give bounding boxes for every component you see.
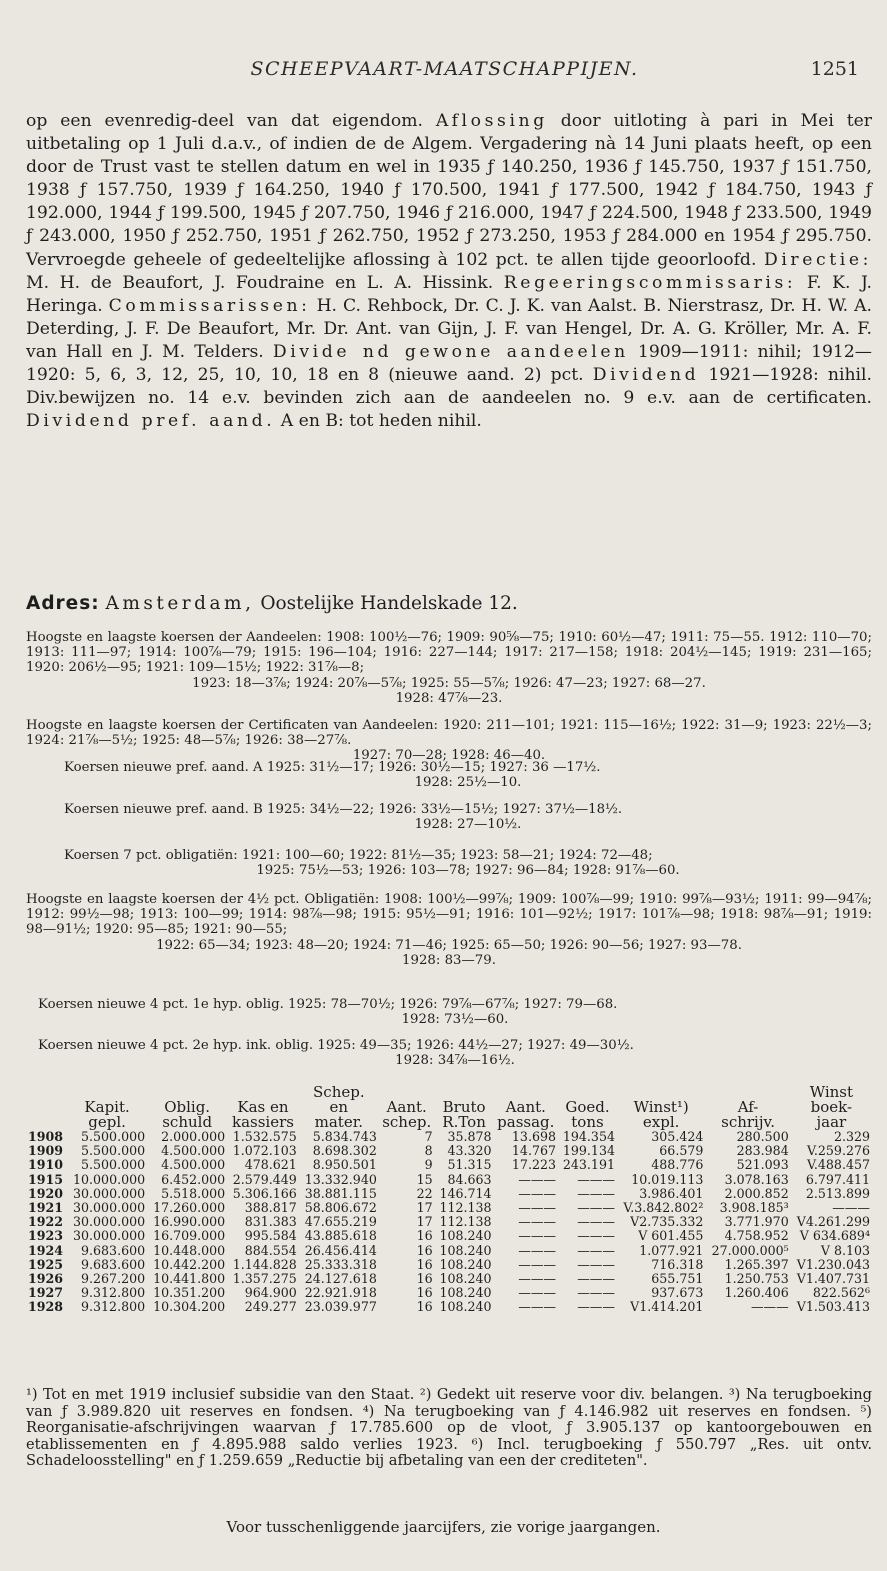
address-city: Amsterdam, bbox=[105, 593, 255, 614]
column-header bbox=[26, 1085, 67, 1100]
table-cell: 30.000.000 bbox=[73, 1185, 146, 1201]
address-street: Oostelijke Handelskade 12. bbox=[260, 593, 518, 614]
table-cell: 388.817 bbox=[244, 1200, 297, 1216]
footer-note: Voor tusschenliggende jaarcijfers, zie vorige jaargangen. bbox=[226, 1518, 661, 1536]
table-cell: 108.240 bbox=[439, 1299, 492, 1315]
table-cell: ——— bbox=[750, 1299, 789, 1315]
table-cell: ——— bbox=[577, 1171, 615, 1187]
table-cell: 3.908.185³ bbox=[719, 1200, 789, 1216]
table-cell: 5.834.743 bbox=[312, 1129, 377, 1144]
koersen-center-2: 1928: 47⅞—23. bbox=[395, 690, 503, 706]
row-year: 1926 bbox=[28, 1271, 64, 1287]
table-row bbox=[26, 1187, 872, 1201]
row-year: 1924 bbox=[28, 1242, 64, 1258]
table-cell: 937.673 bbox=[651, 1285, 704, 1301]
table-cell: 4.500.000 bbox=[161, 1143, 226, 1159]
table-cell: 146.714 bbox=[439, 1185, 492, 1201]
table-cell: ——— bbox=[518, 1214, 556, 1230]
directie-label: Directie: bbox=[763, 249, 872, 270]
table-cell: 30.000.000 bbox=[73, 1228, 146, 1244]
table-cell: 280.500 bbox=[736, 1129, 789, 1144]
page-number: 1251 bbox=[810, 58, 859, 80]
table-cell: 478.621 bbox=[244, 1157, 297, 1173]
financial-table bbox=[26, 1085, 872, 1315]
address-line bbox=[26, 592, 872, 616]
table-cell: ——— bbox=[577, 1242, 615, 1258]
table-cell: ——— bbox=[518, 1285, 556, 1301]
table-cell: 38.881.115 bbox=[304, 1185, 377, 1201]
table-cell: 108.240 bbox=[439, 1285, 492, 1301]
table-cell: 10.351.200 bbox=[153, 1285, 226, 1301]
table-cell: 25.333.318 bbox=[304, 1256, 377, 1272]
table-cell: ——— bbox=[577, 1185, 615, 1201]
table-row bbox=[26, 1300, 872, 1314]
column-header: Bruto bbox=[442, 1098, 486, 1116]
column-header: schuld bbox=[162, 1113, 213, 1131]
table-cell: 16 bbox=[416, 1242, 433, 1258]
table-cell: 964.900 bbox=[244, 1285, 297, 1301]
table-cell: 249.277 bbox=[244, 1299, 297, 1315]
table-cell: V1.407.731 bbox=[796, 1271, 870, 1287]
table-cell: ——— bbox=[518, 1256, 556, 1272]
table-cell: V 601.455 bbox=[638, 1228, 704, 1244]
table-cell: V 634.689⁴ bbox=[799, 1228, 870, 1244]
column-header: Af- bbox=[737, 1098, 759, 1116]
koersen-text: Koersen nieuwe 4 pct. 2e hyp. ink. oblig. 1925: 49—35; 1926: 44½—27; 1927: 49—30½. bbox=[38, 1038, 634, 1053]
koersen-center-2: 1928: 83—79. bbox=[402, 952, 496, 968]
table-cell: 108.240 bbox=[439, 1256, 492, 1272]
table-row bbox=[26, 1215, 872, 1229]
table-cell: 15 bbox=[416, 1171, 433, 1187]
row-year: 1921 bbox=[28, 1200, 64, 1216]
koersen-text: Hoogste en laagste koersen der 4½ pct. Obligatiën: 1908: 100½—99⅞; 1909: 100⅞—99; 1910: 99⅞—93½; 1911: 99—94⅞; 1912: 99½—98; 1913: 100—99; 1914: 98⅞—98; 1915: 95½—91; 1916: 101—92½; 1917: 101⅞—98; 1918: 98⅞—91; 1919: 98—91½; 1920: 95—85; 1921: 90—55; bbox=[26, 892, 872, 938]
table-cell: 1.357.275 bbox=[232, 1271, 297, 1287]
table-cell: 23.039.977 bbox=[304, 1299, 377, 1315]
koersen-7pct-obligaties bbox=[26, 848, 872, 878]
table-cell: 8.698.302 bbox=[312, 1143, 377, 1159]
table-cell: 5.500.000 bbox=[81, 1129, 146, 1144]
column-header bbox=[26, 1100, 67, 1115]
column-header: Aant. bbox=[505, 1098, 546, 1116]
table-cell: 5.500.000 bbox=[81, 1157, 146, 1173]
dividend-pref-label: Dividend pref. aand. bbox=[26, 411, 276, 432]
table-row bbox=[26, 1130, 872, 1144]
koersen-center: 1927: 70—28; 1928: 46—40. bbox=[352, 748, 546, 764]
koersen-text: Hoogste en laagste koersen der Certificaten van Aandeelen: 1920: 211—101; 1921: 115—16½; 1922: 31—9; 1923: 22½—3; 1924: 21⅞—5½; 1925: 48—5⅞; 1926: 38—27⅞. bbox=[26, 718, 872, 749]
page-header bbox=[30, 58, 859, 88]
table-cell: 5.518.000 bbox=[161, 1185, 226, 1201]
table-cell: 14.767 bbox=[511, 1143, 556, 1159]
koersen-text: Koersen nieuwe pref. aand. A 1925: 31½—17; 1926: 30½—15; 1927: 36 —17½. bbox=[64, 760, 601, 775]
table-cell: 243.191 bbox=[562, 1157, 615, 1173]
table-cell: 66.579 bbox=[659, 1143, 704, 1159]
table-cell: 2.579.449 bbox=[232, 1171, 297, 1187]
table-cell: 3.078.163 bbox=[724, 1171, 789, 1187]
table-cell: 9.683.600 bbox=[81, 1256, 146, 1272]
column-header: Aant. bbox=[386, 1098, 427, 1116]
koersen-center: 1928: 27—10½. bbox=[414, 817, 522, 833]
table-row bbox=[26, 1286, 872, 1300]
row-year: 1928 bbox=[28, 1299, 64, 1315]
row-year: 1908 bbox=[28, 1129, 64, 1144]
table-cell: V 8.103 bbox=[820, 1242, 870, 1258]
table-row bbox=[26, 1244, 872, 1258]
table-cell: ——— bbox=[577, 1299, 615, 1315]
column-header bbox=[26, 1115, 67, 1130]
table-header-row bbox=[26, 1115, 872, 1130]
row-year: 1909 bbox=[28, 1143, 64, 1159]
column-header: expl. bbox=[642, 1113, 680, 1131]
regering-text: F. K. J. Heringa. bbox=[26, 272, 872, 316]
table-cell: 1.265.397 bbox=[724, 1256, 789, 1272]
table-cell: 8 bbox=[424, 1143, 433, 1159]
column-header: schep. bbox=[382, 1113, 432, 1131]
footnotes: ¹) Tot en met 1919 inclusief subsidie van den Staat. ²) Gedekt uit reserve voor div. belangen. ³) Na terugboeking van ƒ 3.989.820 uit reserves en fondsen. ⁴) Na terugboeking van ƒ 4.146.982 uit reserves en fondsen. ⁵) Reorganisatie-afschrijvingen waarvan ƒ 17.785.600 op de vloot, ƒ 3.905.137 op kantoorgebouwen en etablissementen en ƒ 4.895.988 saldo verlies 1923. ⁶) Incl. terugboeking ƒ 550.797 „Res. uit ontv. Schadeloosstelling" en ƒ 1.259.659 „Reductie bij afbetaling van een der crediteten". bbox=[26, 1386, 872, 1470]
address-label: Adres: bbox=[26, 593, 100, 614]
table-cell: 7 bbox=[424, 1129, 433, 1144]
dividend-pref-text: A en B: tot heden nihil. bbox=[280, 411, 482, 432]
koersen-center: 1922: 65—34; 1923: 48—20; 1924: 71—46; 1925: 65—50; 1926: 90—56; 1927: 93—78. bbox=[156, 937, 742, 953]
dividend-label-2: Dividend bbox=[592, 365, 700, 386]
table-cell: 13.332.940 bbox=[304, 1171, 377, 1187]
koersen-center: 1928: 34⅞—16½. bbox=[395, 1053, 515, 1069]
table-cell: 6.452.000 bbox=[161, 1171, 226, 1187]
ownership-text: op een evenredig-deel van dat eigendom. bbox=[26, 111, 424, 131]
table-cell: 2.329 bbox=[833, 1129, 870, 1144]
column-header: Schep. bbox=[313, 1083, 365, 1101]
koersen-45pct-obligaties bbox=[26, 892, 872, 968]
table-row bbox=[26, 1173, 872, 1187]
table-cell: 6.797.411 bbox=[805, 1171, 870, 1187]
table-cell: 9.683.600 bbox=[81, 1242, 146, 1258]
table-cell: 108.240 bbox=[439, 1242, 492, 1258]
column-header: gepl. bbox=[88, 1113, 126, 1131]
table-cell: ——— bbox=[577, 1214, 615, 1230]
table-cell: 26.456.414 bbox=[304, 1242, 377, 1258]
table-cell: 17.223 bbox=[511, 1157, 556, 1173]
table-cell: ——— bbox=[832, 1200, 870, 1216]
table-cell: 16.709.000 bbox=[153, 1228, 226, 1244]
table-cell: 1.532.575 bbox=[232, 1129, 297, 1144]
row-year: 1915 bbox=[28, 1171, 64, 1187]
table-row bbox=[26, 1158, 872, 1172]
table-cell: ——— bbox=[518, 1228, 556, 1244]
table-cell: 9.267.200 bbox=[81, 1271, 146, 1287]
running-title: SCHEEPVAART-MAATSCHAPPIJEN. bbox=[250, 58, 639, 80]
column-header: schrijv. bbox=[721, 1113, 775, 1131]
table-cell: 22 bbox=[416, 1185, 433, 1201]
table-cell: 2.000.000 bbox=[161, 1129, 226, 1144]
column-header: passag. bbox=[497, 1113, 555, 1131]
table-cell: 30.000.000 bbox=[73, 1214, 146, 1230]
table-cell: 16 bbox=[416, 1271, 433, 1287]
table-cell: ——— bbox=[577, 1200, 615, 1216]
table-cell: 22.921.918 bbox=[304, 1285, 377, 1301]
table-cell: V.3.842.802² bbox=[623, 1200, 704, 1216]
row-year: 1910 bbox=[28, 1157, 64, 1173]
column-header: R.Ton bbox=[442, 1113, 486, 1131]
table-cell: ——— bbox=[518, 1171, 556, 1187]
dividend-gewone-text-2: 1921—1928: nihil. Div.bewijzen no. 14 e.v. bevinden zich aan de aandeelen no. 9 e.v. aan de certificaten. bbox=[26, 365, 872, 409]
table-cell: 35.878 bbox=[447, 1129, 492, 1144]
table-cell: 3.986.401 bbox=[639, 1185, 704, 1201]
table-cell: 305.424 bbox=[651, 1129, 704, 1144]
table-cell: V1.230.043 bbox=[796, 1256, 870, 1272]
table-cell: 199.134 bbox=[562, 1143, 615, 1159]
table-cell: 108.240 bbox=[439, 1228, 492, 1244]
table-cell: 10.448.000 bbox=[153, 1242, 226, 1258]
table-cell: 17 bbox=[416, 1214, 433, 1230]
table-cell: 16 bbox=[416, 1256, 433, 1272]
directie-text: M. H. de Beaufort, J. Foudraine en L. A. Hissink. bbox=[26, 272, 494, 293]
table-cell: 16.990.000 bbox=[153, 1214, 226, 1230]
table-row bbox=[26, 1229, 872, 1243]
table-cell: 10.441.800 bbox=[153, 1271, 226, 1287]
table-cell: 47.655.219 bbox=[304, 1214, 377, 1230]
table-row bbox=[26, 1272, 872, 1286]
row-year: 1927 bbox=[28, 1285, 64, 1301]
koersen-certificaten bbox=[26, 718, 872, 764]
koersen-text: Koersen 7 pct. obligatiën: 1921: 100—60; 1922: 81½—35; 1923: 58—21; 1924: 72—48; bbox=[64, 848, 653, 863]
koersen-pref-b bbox=[26, 802, 872, 832]
row-year: 1920 bbox=[28, 1185, 64, 1201]
koersen-1e-hyp bbox=[26, 997, 872, 1027]
commissarissen-text: H. C. Rehbock, Dr. C. J. K. van Aalst. B. Nierstrasz, Dr. H. W. A. Deterding, J. F. De Beaufort, Mr. Dr. Ant. van Gijn, J. F. van Hengel, Dr. A. G. Kröller, Mr. A. F. van Hall en J. M. Telders. bbox=[26, 295, 873, 362]
table-cell: 2.000.852 bbox=[724, 1185, 789, 1201]
table-cell: 1.144.828 bbox=[232, 1256, 297, 1272]
table-cell: 17.260.000 bbox=[153, 1200, 226, 1216]
table-cell: 2.513.899 bbox=[805, 1185, 870, 1201]
table-cell: 24.127.618 bbox=[304, 1271, 377, 1287]
table-cell: 43.320 bbox=[447, 1143, 492, 1159]
table-cell: 1.077.921 bbox=[639, 1242, 704, 1258]
table-cell: 8.950.501 bbox=[312, 1157, 377, 1173]
table-cell: 16 bbox=[416, 1285, 433, 1301]
table-cell: 51.315 bbox=[447, 1157, 492, 1173]
column-header: Goed. bbox=[565, 1098, 610, 1116]
table-cell: 655.751 bbox=[651, 1271, 704, 1287]
koersen-aandeelen bbox=[26, 630, 872, 706]
column-header: Winst bbox=[809, 1083, 854, 1101]
table-cell: 5.500.000 bbox=[81, 1143, 146, 1159]
table-cell: 283.984 bbox=[736, 1143, 789, 1159]
koersen-center: 1925: 75½—53; 1926: 103—78; 1927: 96—84; 1928: 91⅞—60. bbox=[256, 863, 680, 879]
table-cell: 30.000.000 bbox=[73, 1200, 146, 1216]
table-cell: ——— bbox=[518, 1242, 556, 1258]
table-cell: V.488.457 bbox=[807, 1157, 870, 1173]
commissarissen-label: Commissarissen: bbox=[108, 295, 311, 316]
table-cell: 3.771.970 bbox=[724, 1214, 789, 1230]
column-header: Winst¹) bbox=[633, 1098, 689, 1116]
table-cell: 112.138 bbox=[439, 1214, 492, 1230]
table-cell: 16 bbox=[416, 1228, 433, 1244]
table-cell: 9.312.800 bbox=[81, 1285, 146, 1301]
table-cell: 58.806.672 bbox=[304, 1200, 377, 1216]
table-cell: V4.261.299 bbox=[796, 1214, 870, 1230]
table-cell: 17 bbox=[416, 1200, 433, 1216]
koersen-2e-hyp bbox=[26, 1038, 872, 1068]
table-cell: 194.354 bbox=[562, 1129, 615, 1144]
row-year: 1922 bbox=[28, 1214, 64, 1230]
table-cell: 84.663 bbox=[447, 1171, 492, 1187]
table-cell: ——— bbox=[577, 1285, 615, 1301]
table-cell: ——— bbox=[577, 1256, 615, 1272]
table-cell: ——— bbox=[518, 1271, 556, 1287]
column-header: kassiers bbox=[231, 1113, 294, 1131]
column-header: Kapit. bbox=[84, 1098, 130, 1116]
table-cell: 521.093 bbox=[736, 1157, 789, 1173]
table-cell: 27.000.000⁵ bbox=[711, 1242, 789, 1258]
table-cell: 488.776 bbox=[651, 1157, 704, 1173]
table-cell: 716.318 bbox=[651, 1256, 704, 1272]
table-cell: 1.250.753 bbox=[724, 1271, 789, 1287]
dividend-gewone-label: Divide nd gewone aandeelen bbox=[272, 341, 629, 362]
table-cell: V2.735.332 bbox=[630, 1214, 704, 1230]
column-header: tons bbox=[571, 1113, 604, 1131]
column-header: jaar bbox=[816, 1113, 847, 1131]
row-year: 1925 bbox=[28, 1256, 64, 1272]
aflossing-label: Aflossing bbox=[435, 111, 548, 131]
table-row bbox=[26, 1144, 872, 1158]
table-cell: ——— bbox=[518, 1299, 556, 1315]
koersen-text: Koersen nieuwe pref. aand. B 1925: 34½—22; 1926: 33½—15½; 1927: 37½—18½. bbox=[64, 802, 623, 817]
table-cell: ——— bbox=[577, 1228, 615, 1244]
table-cell: 112.138 bbox=[439, 1200, 492, 1216]
row-year: 1923 bbox=[28, 1228, 64, 1244]
regering-label: Regeeringscommissaris: bbox=[503, 272, 797, 293]
table-cell: 884.554 bbox=[244, 1242, 297, 1258]
table-cell: 1.260.406 bbox=[724, 1285, 789, 1301]
column-header: boek- bbox=[810, 1098, 853, 1116]
table-cell: 4.500.000 bbox=[161, 1157, 226, 1173]
koersen-center: 1923: 18—3⅞; 1924: 20⅞—5⅞; 1925: 55—5⅞; 1926: 47—23; 1927: 68—27. bbox=[192, 675, 706, 691]
table-cell: ——— bbox=[577, 1271, 615, 1287]
koersen-text: Koersen nieuwe 4 pct. 1e hyp. oblig. 1925: 78—70½; 1926: 79⅞—67⅞; 1927: 79—68. bbox=[38, 997, 618, 1012]
column-header: en bbox=[329, 1098, 349, 1116]
table-row bbox=[26, 1258, 872, 1272]
aflossing-text: door uitloting à pari in Mei ter uitbetaling op 1 Juli d.a.v., of indien de de Algem. Vergadering nà 14 Juni plaats heeft, op een door de Trust vast te stellen datum en wel in 1935 ƒ 140.250, 1936 ƒ 145.750, 1937 ƒ 151.750, 1938 ƒ 157.750, 1939 ƒ 164.250, 1940 ƒ 170.500, 1941 ƒ 177.500, 1942 ƒ 184.750, 1943 ƒ 192.000, 1944 ƒ 199.500, 1945 ƒ 207.750, 1946 ƒ 216.000, 1947 ƒ 224.500, 1948 ƒ 233.500, 1949 ƒ 243.000, 1950 ƒ 252.750, 1951 ƒ 262.750, 1952 ƒ 273.250, 1953 ƒ 284.000 en 1954 ƒ 295.750. Vervroegde geheele of gedeeltelijke aflossing à 102 pct. te allen tijde geoorloofd. bbox=[26, 111, 872, 270]
table-cell: 9 bbox=[424, 1157, 433, 1173]
table-cell: 9.312.800 bbox=[81, 1299, 146, 1315]
table-cell: V.259.276 bbox=[807, 1143, 870, 1159]
table-cell: 822.562⁶ bbox=[812, 1285, 870, 1301]
table-cell: 1.072.103 bbox=[232, 1143, 297, 1159]
table-cell: 4.758.952 bbox=[724, 1228, 789, 1244]
table-cell: 995.584 bbox=[244, 1228, 297, 1244]
table-cell: 10.019.113 bbox=[631, 1171, 704, 1187]
table-cell: ——— bbox=[518, 1200, 556, 1216]
table-cell: 10.304.200 bbox=[153, 1299, 226, 1315]
table-cell: 10.442.200 bbox=[153, 1256, 226, 1272]
table-cell: V1.503.413 bbox=[796, 1299, 870, 1315]
table-row bbox=[26, 1201, 872, 1215]
table-cell: ——— bbox=[518, 1185, 556, 1201]
koersen-center: 1928: 25½—10. bbox=[414, 775, 522, 791]
column-header: mater. bbox=[314, 1113, 363, 1131]
koersen-pref-a bbox=[26, 760, 872, 790]
table-cell: 16 bbox=[416, 1299, 433, 1315]
company-description bbox=[26, 110, 872, 433]
koersen-text: Hoogste en laagste koersen der Aandeelen: 1908: 100½—76; 1909: 90⅝—75; 1910: 60½—47; 1911: 75—55. 1912: 110—70; 1913: 111—97; 1914: 100⅞—79; 1915: 196—104; 1916: 227—144; 1917: 217—158; 1918: 204½—145; 1919: 231—165; 1920: 206½—95; 1921: 109—15½; 1922: 31⅞—8; bbox=[26, 630, 872, 676]
table-cell: 43.885.618 bbox=[304, 1228, 377, 1244]
dividend-gewone-text: 1909—1911: nihil; 1912—1920: 5, 6, 3, 12, 25, 10, 10, 18 en 8 (nieuwe aand. 2) pct. bbox=[26, 341, 872, 386]
column-header: Oblig. bbox=[164, 1098, 211, 1116]
table-cell: 13.698 bbox=[511, 1129, 556, 1144]
table-cell: 10.000.000 bbox=[73, 1171, 146, 1187]
koersen-center: 1928: 73½—60. bbox=[401, 1012, 509, 1028]
table-cell: 5.306.166 bbox=[232, 1185, 297, 1201]
table-cell: 108.240 bbox=[439, 1271, 492, 1287]
table-cell: V1.414.201 bbox=[630, 1299, 704, 1315]
column-header: Kas en bbox=[237, 1098, 289, 1116]
table-cell: 831.383 bbox=[244, 1214, 297, 1230]
